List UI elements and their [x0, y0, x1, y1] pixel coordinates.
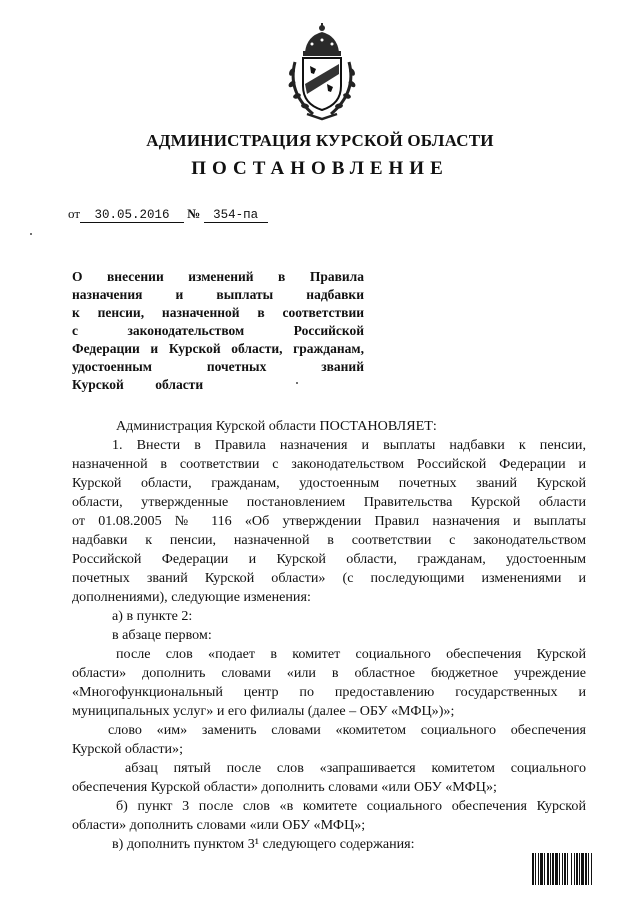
- body-line: дополнениями), следующие изменения:: [72, 589, 311, 605]
- body-line: в абзаце первом:: [112, 627, 212, 643]
- body-line: Курской области, гражданам, удостоенным почетных званий Курской: [72, 475, 586, 491]
- body-line: б) пункт 3 после слов «в комитете социального обеспечения Курской: [116, 798, 586, 814]
- title-line: О внесении изменений в Правила: [72, 269, 364, 284]
- body-line: области» дополнить словами «или ОБУ «МФЦ»;: [72, 817, 366, 833]
- body-line: почетных званий Курской области» (с последующими изменениями и: [72, 570, 586, 586]
- scan-speck: [30, 233, 32, 235]
- organization-title: АДМИНИСТРАЦИЯ КУРСКОЙ ОБЛАСТИ: [146, 131, 494, 150]
- document-date: 30.05.2016: [80, 208, 184, 223]
- body-line: «Многофункциональный центр по предоставлению государственных и: [72, 684, 586, 700]
- body-line: слово «им» заменить словами «комитетом социального обеспечения: [108, 722, 586, 738]
- body-line: абзац пятый после слов «запрашивается комитетом социального: [125, 760, 586, 776]
- body-line: от 01.08.2005 № 116 «Об утверждении Правил назначения и выплаты: [72, 513, 586, 529]
- title-line: удостоенным почетных званий: [72, 359, 364, 374]
- body-line: Курской области»;: [72, 741, 184, 757]
- body-line: 1. Внести в Правила назначения и выплаты надбавки к пенсии,: [112, 437, 586, 453]
- title-line: к пенсии, назначенной в соответствии: [72, 305, 364, 320]
- coat-of-arms-icon: [283, 22, 361, 122]
- body-line: назначенной в соответствии с законодательством Российской Федерации и: [72, 456, 586, 472]
- date-number-line: [68, 206, 268, 223]
- body-line: после слов «подает в комитет социального обеспечения Курской: [116, 646, 586, 662]
- date-label: от: [68, 206, 81, 221]
- body-line: области» дополнить словами «или в областное бюджетное учреждение: [72, 665, 586, 681]
- body-line: обеспечения Курской области» дополнить словами «или ОБУ «МФЦ»;: [72, 779, 497, 795]
- document-number: 354-па: [204, 208, 268, 223]
- barcode-icon: [532, 853, 614, 885]
- body-line: надбавки к пенсии, назначенной в соответствии с законодательством: [72, 532, 586, 548]
- body-line: Администрация Курской области ПОСТАНОВЛЯЕТ:: [116, 418, 437, 434]
- title-line: назначения и выплаты надбавки: [72, 287, 364, 302]
- body-line: области, утвержденные постановлением Правительства Курской области: [72, 494, 586, 510]
- document-type-title: ПОСТАНОВЛЕНИЕ: [191, 158, 449, 179]
- body-line: в) дополнить пунктом 3¹ следующего содержания:: [112, 836, 415, 852]
- title-line: Курской области: [72, 377, 204, 392]
- number-label: №: [187, 206, 201, 221]
- body-line: а) в пункте 2:: [112, 608, 193, 624]
- body-line: Российской Федерации и Курской области, гражданам, удостоенным: [72, 551, 586, 567]
- body-line: муниципальных услуг» и его филиалы (далее – ОБУ «МФЦ»)»;: [72, 703, 455, 719]
- title-line: с законодательством Российской: [72, 323, 364, 338]
- title-line: Федерации и Курской области, гражданам,: [72, 341, 364, 356]
